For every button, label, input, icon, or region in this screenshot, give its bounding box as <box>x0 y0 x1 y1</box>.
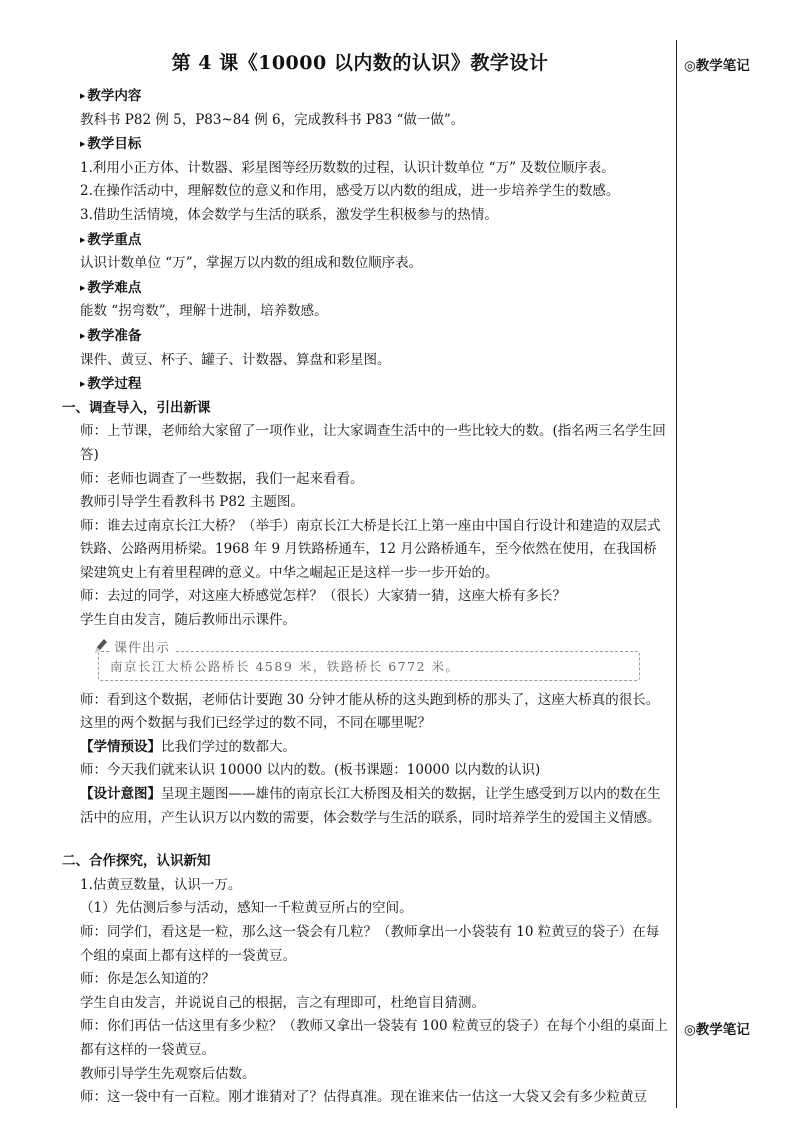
paragraph: 师：看到这个数据，老师估计要跑 30 分钟才能从桥的这头跑到桥的那头了，这座大桥真的很长。这里的两个数据与我们已经学过的数不同，不同在哪里呢？ <box>80 691 660 732</box>
side-note-bottom: ◎教学笔记 <box>684 1022 750 1038</box>
paragraph: 学生自由发言，并说说自己的根据，言之有理即可，杜绝盲目猜测。 <box>80 994 485 1011</box>
paragraph <box>62 783 670 830</box>
paragraph: 教师引导学生先观察后估数。 <box>80 1065 256 1082</box>
preparation-text: 课件、黄豆、杯子、罐子、计数器、算盘和彩星图。 <box>80 351 391 368</box>
heading-teaching-content: ▶ 教学内容 <box>62 84 670 109</box>
heading-key-points: ▶ 教学重点 <box>62 228 670 253</box>
goal-item: 1.利用小正方体、计数器、彩星图等经历数数的过程，认识计数单位 “万” 及数位顺序表。 <box>80 159 615 176</box>
key-points-text: 认识计数单位 “万”，掌握万以内数的组成和数位顺序表。 <box>80 255 423 272</box>
design-intent-text: 呈现主题图——雄伟的南京长江大桥图及相关的数据，让学生感受到万以内的数在生活中的应用，产生认识万以内数的需要，体会数学与生活的联系，同时培养学生的爱国主义情感。 <box>80 786 661 826</box>
paragraph: 教师引导学生看教科书 P82 主题图。 <box>80 494 304 511</box>
heading-preparation: ▶ 教学准备 <box>62 324 670 349</box>
courseware-text: 南京长江大桥公路桥长 4589 米，铁路桥长 6772 米。 <box>110 658 460 674</box>
goal-item: 3.借助生活情境，体会数学与生活的联系，激发学生积极参与的热情。 <box>80 206 498 223</box>
lesson-content <box>62 84 670 1110</box>
courseware-label: 课件出示 <box>110 637 174 661</box>
heading-teaching-process: ▶ 教学过程 <box>62 372 670 397</box>
margin-divider-line <box>676 40 677 1108</box>
paragraph: （1）先估测后参与活动，感知一千粒黄豆所占的空间。 <box>80 900 413 917</box>
courseware-box <box>90 637 638 681</box>
learning-preset-text: 比我们学过的数都大。 <box>161 738 296 755</box>
paragraph: 师：这一袋中有一百粒。刚才谁猜对了？估得真准。现在谁来估一估这一大袋又会有多少粒黄豆 <box>80 1089 647 1106</box>
side-note-top: ◎教学笔记 <box>684 58 750 74</box>
part2-heading: 二、合作探究，认识新知 <box>62 853 211 870</box>
paragraph <box>62 736 670 760</box>
goal-item: 2.在操作活动中，理解数位的意义和作用，感受万以内数的组成，进一步培养学生的数感。 <box>80 183 620 200</box>
pencil-icon <box>92 637 108 655</box>
paragraph: 师：上节课，老师给大家留了一项作业，让大家调查生活中的一些比较大的数。(指名两三名学生回答) <box>80 423 666 463</box>
paragraph: 师：老师也调查了一些数据，我们一起来看看。 <box>80 470 364 487</box>
learning-preset-tag: 【学情预设】 <box>80 738 161 755</box>
part1-heading: 一、调查导入，引出新课 <box>62 399 211 416</box>
paragraph: 师：同学们，看这是一粒，那么这一袋会有几粒？（教师拿出一小袋装有 10 粒黄豆的袋子）在每个组的桌面上都有这样的一袋黄豆。 <box>80 924 660 964</box>
heading-teaching-goals: ▶ 教学目标 <box>62 132 670 157</box>
paragraph: 师：你是怎么知道的？ <box>80 971 215 988</box>
teaching-content-text: 教科书 P82 例 5，P83~84 例 6，完成教科书 P83 “做一做”。 <box>80 111 465 128</box>
paragraph: 师：你们再估一估这里有多少粒？（教师又拿出一袋装有 100 粒黄豆的袋子）在每个小组的桌面上都有这样的一袋黄豆。 <box>80 1018 668 1058</box>
paragraph: 学生自由发言，随后教师出示课件。 <box>80 612 296 629</box>
design-intent-tag: 【设计意图】 <box>80 786 161 803</box>
paragraph: 1.估黄豆数量，认识一万。 <box>80 876 242 893</box>
difficulties-text: 能数 “拐弯数”，理解十进制，培养数感。 <box>80 303 328 320</box>
paragraph: 师：今天我们就来认识 10000 以内的数。(板书课题：10000 以内数的认识) <box>80 762 541 779</box>
heading-difficulties: ▶ 教学难点 <box>62 276 670 301</box>
paragraph: 师：去过的同学，对这座大桥感觉怎样？（很长）大家猜一猜，这座大桥有多长？ <box>80 588 566 605</box>
page-title: 第 4 课《10000 以内数的认识》教学设计 <box>171 52 549 74</box>
paragraph: 师：谁去过南京长江大桥？（举手）南京长江大桥是长江上第一座由中国自行设计和建造的双层式铁路、公路两用桥梁。1968 年 9 月铁路桥通车，12 月公路桥通车，至今依然在使用，在我国桥梁建筑史上有着里程碑的意义。中华之崛起正是这样一步一步开始的。 <box>80 517 661 581</box>
